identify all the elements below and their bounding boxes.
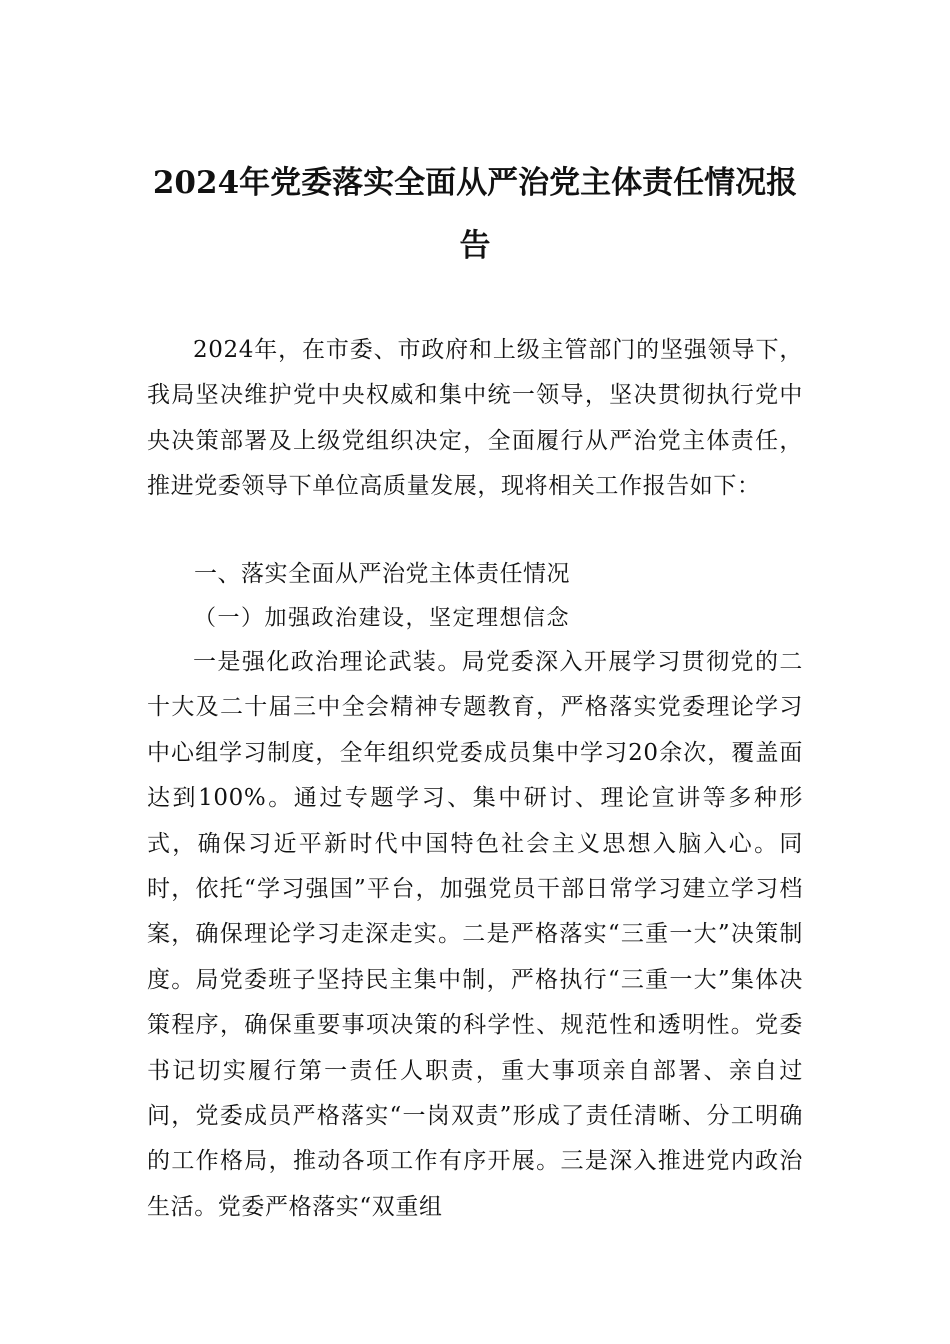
intro-paragraph: 2024年，在市委、市政府和上级主管部门的坚强领导下，我局坚决维护党中央权威和集中统一领导，坚决贯彻执行党中央决策部署及上级党组织决定，全面履行从严治党主体责任，推进党委领导下单位高质量发展，现将相关工作报告如下： — [147, 337, 803, 500]
body-paragraph: 一是强化政治理论武装。局党委深入开展学习贯彻党的二十大及二十届三中全会精神专题教育，严格落实党委理论学习中心组学习制度，全年组织党委成员集中学习20余次，覆盖面达到100%。通过专题学习、集中研讨、理论宣讲等多种形式，确保习近平新时代中国特色社会主义思想入脑入心。同时，依托“学习强国”平台，加强党员干部日常学习建立学习档案，确保理论学习走深走实。二是严格落实“三重一大”决策制度。局党委班子坚持民主集中制，严格执行“三重一大”集体决策程序，确保重要事项决策的科学性、规范性和透明性。党委书记切实履行第一责任人职责，重大事项亲自部署、亲自过问，党委成员严格落实“一岗双责”形成了责任清晰、分工明确的工作格局，推动各项工作有序开展。三是深入推进党内政治生活。党委严格落实“双重组 — [147, 649, 803, 1220]
section-heading: 一、落实全面从严治党主体责任情况 — [194, 561, 570, 587]
document-title: 2024年党委落实全面从严治党主体责任情况报告 — [152, 165, 798, 264]
subsection-heading: （一）加强政治建设，坚定理想信念 — [194, 606, 571, 631]
